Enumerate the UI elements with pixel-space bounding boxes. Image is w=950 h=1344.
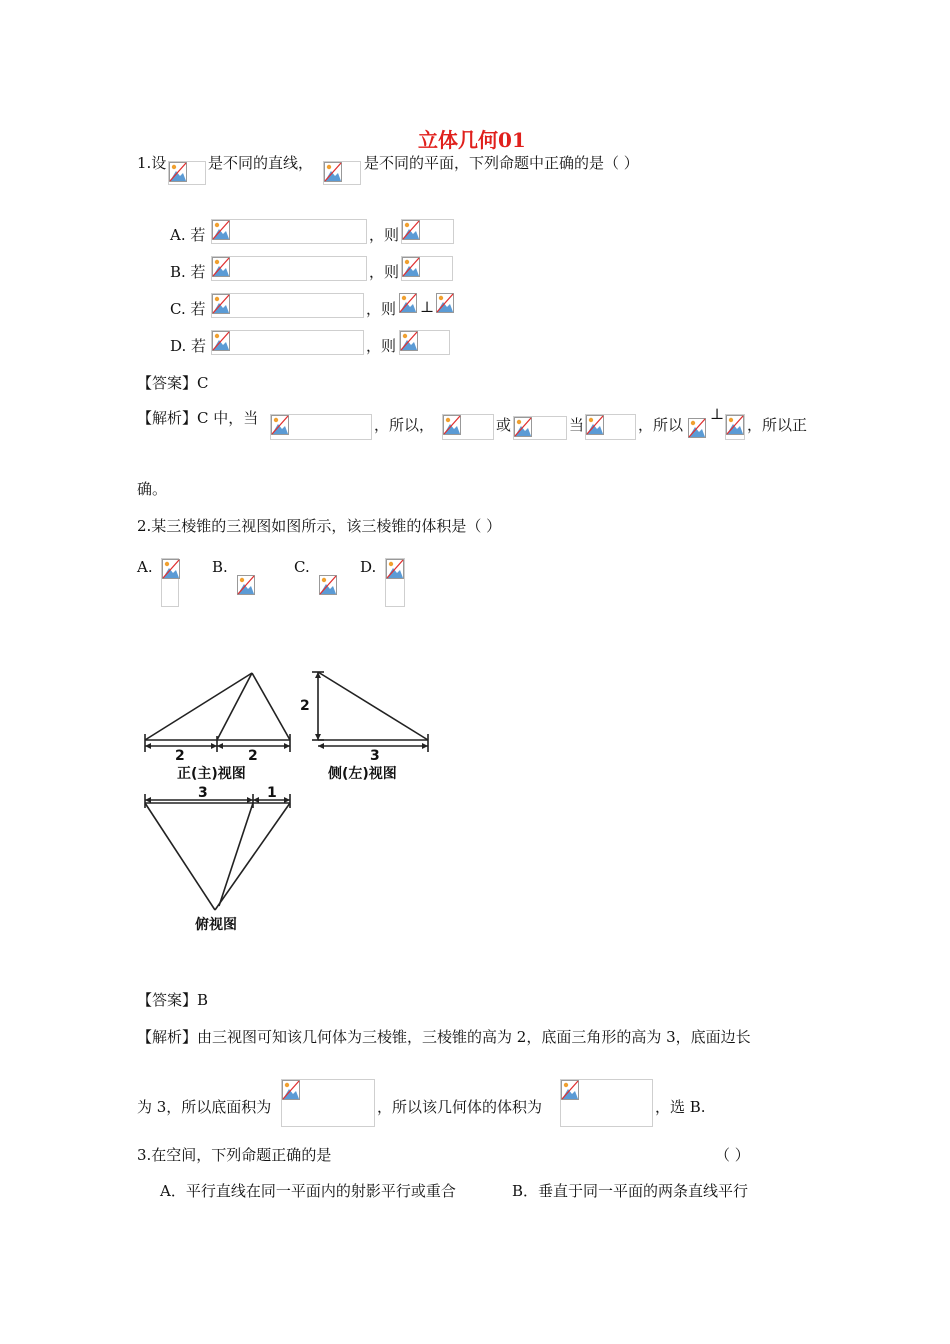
broken-image-icon [212, 257, 230, 277]
formula-image [725, 414, 745, 440]
broken-image-icon [282, 1080, 300, 1100]
broken-image-icon [688, 418, 706, 438]
broken-image-icon [237, 575, 255, 595]
q2-option-d-label: D. [360, 558, 377, 576]
q1-option-d-mid: ，则 [366, 337, 397, 355]
formula-image [513, 416, 567, 440]
broken-image-icon [399, 293, 417, 313]
q1-option-b-mid: ，则 [369, 263, 400, 281]
q2-option-c-label: C. [294, 558, 310, 576]
q2-option-a-label: A. [137, 558, 153, 576]
formula-image [319, 575, 337, 595]
q3-stem: 3.在空间，下列命题正确的是 [137, 1146, 332, 1164]
formula-image [161, 558, 179, 607]
top-view [145, 794, 290, 910]
formula-image [323, 161, 361, 185]
broken-image-icon [402, 220, 420, 240]
q2-analysis-a: 【解析】由三视图可知该几何体为三棱锥，三棱锥的高为 2，底面三角形的高为 3，底面边长 [137, 1028, 751, 1046]
top-dim-left: 3 [198, 785, 208, 801]
q1-answer: 【答案】C [137, 374, 209, 392]
formula-image [385, 558, 405, 607]
broken-image-icon [324, 162, 342, 182]
formula-image [211, 256, 367, 281]
broken-image-icon [162, 559, 180, 579]
side-height-label: 2 [300, 698, 310, 714]
q3-option-b: B．垂直于同一平面的两条直线平行 [512, 1182, 749, 1200]
formula-image [399, 293, 419, 315]
formula-image [270, 414, 372, 440]
q1-option-c-mid: ，则 [366, 300, 397, 318]
q2-analysis-d: ，选 B. [655, 1098, 706, 1116]
front-dim-left: 2 [175, 748, 185, 764]
page-title: 立体几何01 [418, 128, 526, 152]
perp-symbol: ⊥ [710, 405, 725, 423]
q3-paren: （ ） [715, 1146, 750, 1164]
broken-image-icon [586, 415, 604, 435]
broken-image-icon [402, 257, 420, 277]
broken-image-icon [443, 415, 461, 435]
side-view [312, 672, 428, 752]
top-view-label: 俯视图 [195, 917, 237, 933]
broken-image-icon [212, 331, 230, 351]
broken-image-icon [319, 575, 337, 595]
perp-symbol: ⊥ [420, 298, 435, 316]
q1-stem-b: 是不同的直线， [208, 154, 314, 172]
formula-image [442, 414, 494, 440]
formula-image [436, 293, 456, 315]
formula-image [168, 161, 206, 185]
broken-image-icon [561, 1080, 579, 1100]
broken-image-icon [212, 294, 230, 314]
formula-image [237, 575, 255, 595]
broken-image-icon [436, 293, 454, 313]
q1-option-d-label: D. 若 [170, 337, 207, 355]
q2-analysis-b: 为 3，所以底面积为 [137, 1098, 272, 1116]
broken-image-icon [386, 559, 404, 579]
formula-image [281, 1079, 375, 1127]
front-view [145, 673, 290, 752]
q1-analysis-c: 或 [496, 416, 512, 434]
q1-option-a-label: A. 若 [170, 226, 206, 244]
formula-image [688, 418, 708, 440]
broken-image-icon [271, 415, 289, 435]
formula-image [585, 414, 636, 440]
broken-image-icon [726, 415, 744, 435]
front-view-label: 正(主)视图 [177, 766, 246, 782]
broken-image-icon [400, 331, 418, 351]
formula-image [399, 330, 450, 355]
q1-analysis-f: ，所以正 [747, 416, 808, 434]
q1-option-c-label: C. 若 [170, 300, 206, 318]
three-view-diagram [135, 660, 435, 940]
q3-option-a: A．平行直线在同一平面内的射影平行或重合 [160, 1182, 456, 1200]
q1-analysis-e: ，所以 [638, 416, 684, 434]
top-dim-right: 1 [267, 785, 277, 801]
formula-image [401, 256, 453, 281]
formula-image [211, 219, 367, 244]
formula-image [401, 219, 454, 244]
q2-analysis-c: ，所以该几何体的体积为 [377, 1098, 543, 1116]
front-dim-right: 2 [248, 748, 258, 764]
q1-analysis-b: ，所以， [374, 416, 435, 434]
q1-analysis-g: 确。 [137, 480, 168, 498]
q2-option-b-label: B. [212, 558, 228, 576]
broken-image-icon [514, 417, 532, 437]
side-view-label: 侧(左)视图 [328, 766, 397, 782]
q1-stem-a: 1.设 [137, 154, 167, 172]
q2-stem: 2.某三棱锥的三视图如图所示，该三棱锥的体积是（ ） [137, 517, 502, 535]
broken-image-icon [212, 220, 230, 240]
q1-option-b-label: B. 若 [170, 263, 206, 281]
formula-image [211, 330, 364, 355]
broken-image-icon [169, 162, 187, 182]
side-dim: 3 [370, 748, 380, 764]
formula-image [560, 1079, 653, 1127]
q1-analysis-a: 【解析】C 中，当 [137, 409, 259, 427]
q1-option-a-mid: ，则 [369, 226, 400, 244]
q1-stem-c: 是不同的平面，下列命题中正确的是（ ） [364, 154, 639, 172]
formula-image [211, 293, 364, 318]
q2-answer: 【答案】B [137, 991, 209, 1009]
q1-analysis-d: 当 [569, 416, 585, 434]
